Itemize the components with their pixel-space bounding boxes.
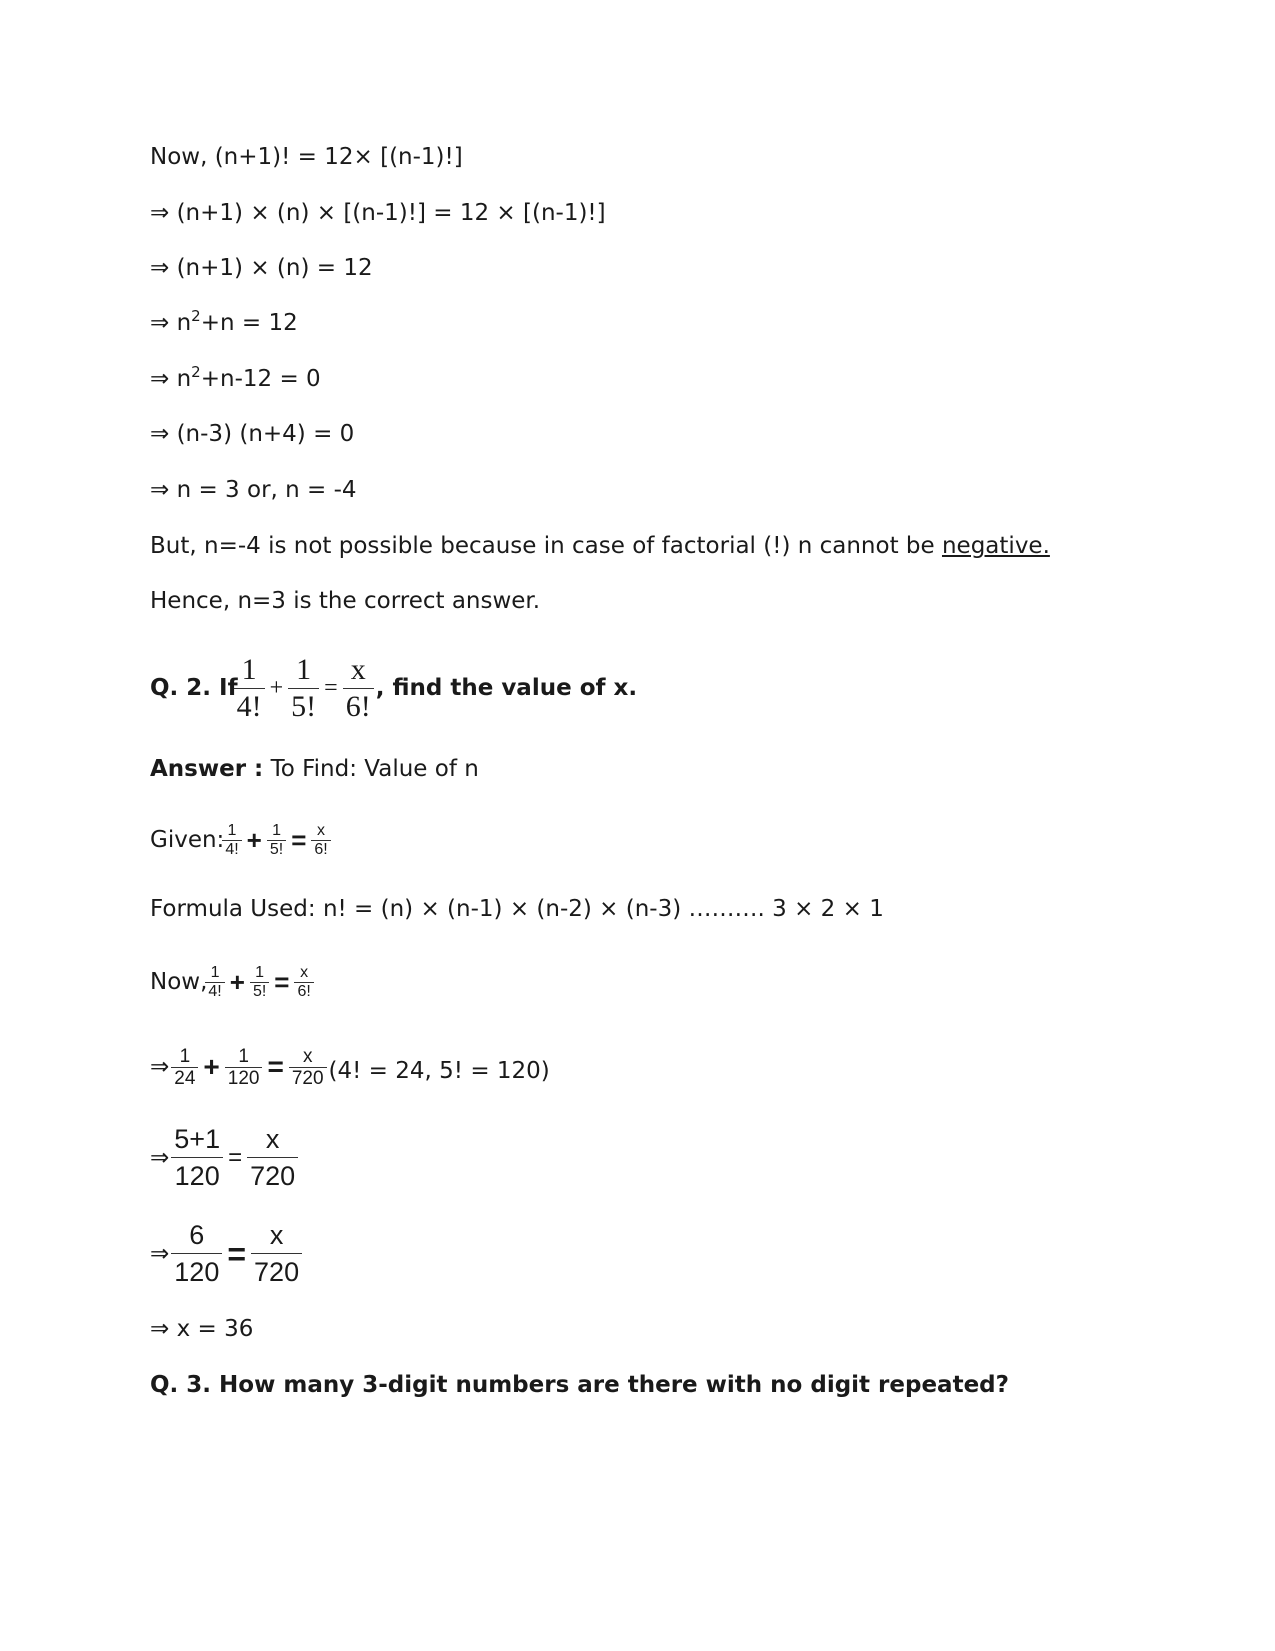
text-segment: ⇒ n [150, 310, 192, 336]
given-line [150, 812, 333, 868]
denominator: 120 [174, 1257, 220, 1288]
plus-sign: + [229, 967, 245, 997]
numerator: 5+1 [171, 1121, 223, 1158]
denominator: 6! [345, 689, 371, 723]
superscript: 2 [191, 307, 201, 325]
formula-line: Formula Used: n! = (n) × (n-1) × (n-2) × (n-3) ………. 3 × 2 × 1 [150, 896, 884, 922]
fraction [311, 822, 330, 859]
denominator: 720 [291, 1067, 324, 1089]
fraction [288, 652, 319, 725]
numerator: x [294, 964, 313, 983]
equation-image [169, 1214, 304, 1292]
text-line: Hence, n=3 is the correct answer. [150, 588, 541, 614]
numerator: 1 [222, 822, 241, 841]
now-label: Now, [150, 969, 208, 996]
text-line: Now, (n+1)! = 12× [(n-1)!] [150, 144, 463, 170]
denominator: 6! [314, 840, 328, 858]
equals-sign: = [291, 825, 307, 855]
fraction [171, 1046, 198, 1089]
equation-image [203, 954, 315, 1010]
numerator: 1 [267, 822, 286, 841]
underlined-word: negative. [941, 533, 1050, 559]
text-line [150, 364, 321, 394]
denominator: 120 [174, 1161, 220, 1192]
text-segment: ⇒ n [150, 366, 192, 392]
fraction [289, 1046, 327, 1089]
answer-label: Answer : [150, 756, 264, 782]
question-suffix: , find the value of x. [375, 675, 638, 702]
denominator: 4! [225, 840, 239, 858]
equals-sign: = [227, 1235, 247, 1272]
arrow: ⇒ [150, 1240, 170, 1267]
numerator: 1 [234, 652, 265, 689]
fraction [294, 964, 313, 1001]
numerator: 1 [171, 1046, 198, 1068]
numerator: 6 [171, 1217, 222, 1254]
result-line: ⇒ x = 36 [150, 1316, 254, 1342]
equation-image [169, 1118, 300, 1196]
denominator: 720 [254, 1257, 300, 1288]
fraction [234, 652, 265, 725]
now-line [150, 954, 316, 1010]
answer-line [150, 754, 479, 784]
superscript: 2 [191, 363, 201, 381]
given-label: Given: [150, 827, 225, 854]
plus-sign: + [269, 675, 284, 702]
equals-sign: = [228, 1143, 243, 1171]
equation-image [169, 1038, 328, 1096]
step-line [150, 1118, 300, 1196]
fraction [222, 822, 241, 859]
numerator: 1 [250, 964, 269, 983]
answer-text: To Find: Value of n [263, 756, 479, 782]
fraction [251, 1217, 302, 1290]
text-segment: +n = 12 [200, 310, 298, 336]
denominator: 5! [269, 840, 284, 858]
note: (4! = 24, 5! = 120) [328, 1058, 550, 1085]
equals-sign: = [267, 1051, 284, 1082]
numerator: x [311, 822, 330, 841]
text-segment: But, n=-4 is not possible because in case of factorial (!) n cannot be [150, 533, 942, 559]
arrow: ⇒ [150, 1054, 170, 1081]
fraction [250, 964, 269, 1001]
denominator: 720 [250, 1161, 296, 1192]
step-line [150, 1214, 304, 1292]
numerator: x [289, 1046, 327, 1068]
fraction [343, 652, 374, 725]
fraction [267, 822, 286, 859]
plus-sign: + [203, 1051, 220, 1082]
fraction [171, 1121, 223, 1194]
text-line: ⇒ n = 3 or, n = -4 [150, 477, 357, 503]
text-line: ⇒ (n+1) × (n) × [(n-1)!] = 12 × [(n-1)!] [150, 200, 606, 226]
arrow: ⇒ [150, 1144, 170, 1171]
fraction [247, 1121, 298, 1194]
denominator: 6! [297, 982, 311, 1000]
text-segment: +n-12 = 0 [200, 366, 321, 392]
equals-sign: = [324, 675, 338, 702]
numerator: x [251, 1217, 302, 1254]
question-prefix: Q. 2. If [150, 675, 238, 702]
step-line [150, 1038, 550, 1096]
numerator: 1 [225, 1046, 263, 1068]
fraction [205, 964, 224, 1001]
equals-sign: = [274, 967, 290, 997]
text-line [150, 531, 1050, 561]
equation-image [220, 812, 332, 868]
denominator: 5! [252, 982, 267, 1000]
plus-sign: + [246, 825, 262, 855]
text-line [150, 308, 298, 338]
denominator: 4! [208, 982, 222, 1000]
fraction [225, 1046, 263, 1089]
question-3: Q. 3. How many 3-digit numbers are there with no digit repeated? [150, 1372, 1009, 1398]
question-2 [150, 648, 637, 726]
numerator: x [343, 652, 374, 689]
text-line: ⇒ (n+1) × (n) = 12 [150, 255, 373, 281]
fraction [171, 1217, 222, 1290]
numerator: 1 [288, 652, 319, 689]
text-line: ⇒ (n-3) (n+4) = 0 [150, 421, 355, 447]
denominator: 4! [236, 689, 262, 723]
denominator: 24 [174, 1067, 196, 1089]
numerator: x [247, 1121, 298, 1158]
equation-image [232, 648, 376, 726]
numerator: 1 [205, 964, 224, 983]
denominator: 5! [291, 689, 317, 723]
denominator: 120 [227, 1067, 260, 1089]
